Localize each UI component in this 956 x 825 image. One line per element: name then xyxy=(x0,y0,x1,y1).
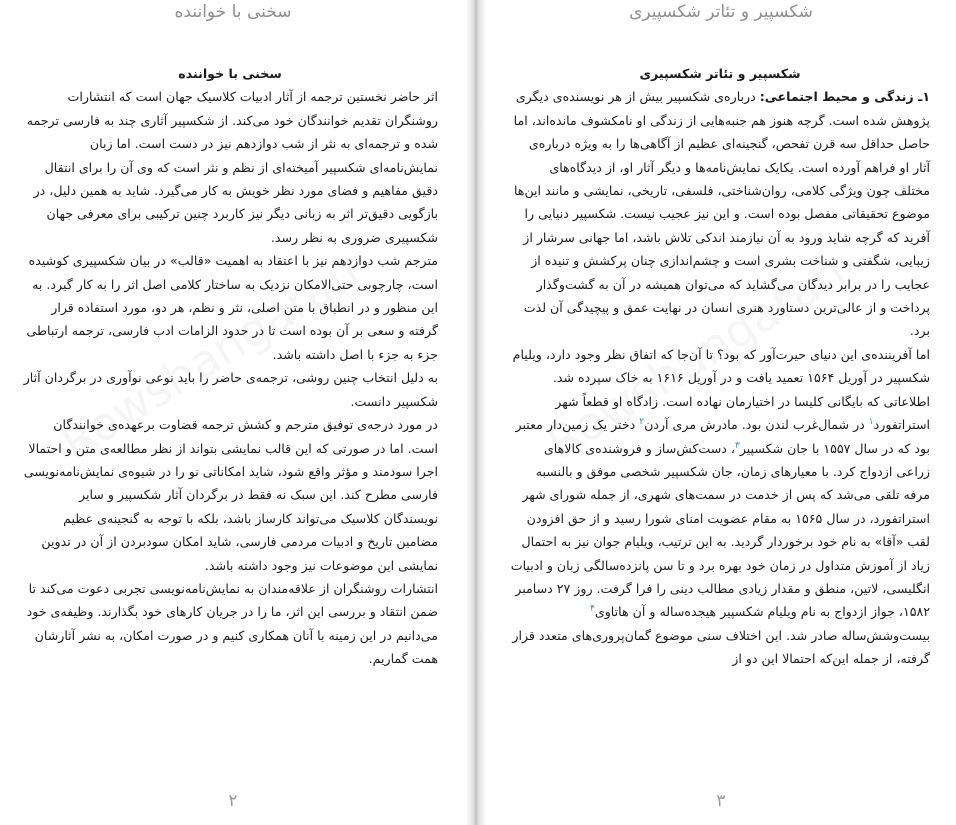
paragraph: مترجم شب دوازدهم نیز با اعتقاد به اهمیت «قالب» در بیان شکسپیری کوشیده است، چارچوبی حتی‌الامکان نزدیک به ساختار کلامی اصل اثر را به کار گیرد. به این منظور و در انطباق با متن اصلی، نثر و نظم، هر دو، مورد استفاده قرار گرفته و سعی بر آن بوده است تا در حدود الزامات ادب فارسی، ترجمه ارتباطی جزء به جزء با اصل داشته باشد. xyxy=(26,253,438,362)
paragraph-text: درباره‌ی شکسپیر بیش از هر نویسنده‌ی دیگری پژوهش شده است. گرچه هنوز هم جنبه‌هایی از زندگی او نامکشوف مانده‌اند، اما حاصل حداقل سه قرن تفحص، گنجینه‌ای عظیم از آگاهی‌ها را به ویژه درباره‌ی آثار او فراهم آورده است. یکایک نمایش‌نامه‌ها و دیگر آثار او، از دیدگاه‌های مختلف چون ویژگی کلامی، روان‌شناختی، فلسفی، تاریخی، نمایشی و مانند این‌ها موضوع تحقیقاتی مفصل بوده است. و این نیز عجیب نیست. شکسپیر دنیایی را آفرید که گرچه شاید ورود به آن نیازمند اندکی تلاش باشد، اما جهانی سرشار از زیبایی، شگفتی و شناخت بشری است و چشم‌اندازی چنان پرکشش و تنیده از عجایب را در برابر دیدگان می‌گشاید که می‌توان همیشه در آن به گشت‌وگذار پرداخت و از عالی‌ترین دستاورد هنری انسان در نهایت عمق و پیچیدگی آن لذت برد. xyxy=(513,89,930,339)
page-content xyxy=(22,62,438,671)
paragraph-text: دختر یک زمین‌دار معتبر بود که در سال ۱۵۵۷ با جان شکسپیر xyxy=(515,417,930,456)
running-header: شکسپیر و تئاتر شکسپیری xyxy=(629,2,813,22)
left-page xyxy=(0,0,466,825)
footnote-marker[interactable]: ۲ xyxy=(639,416,645,427)
book-gutter xyxy=(466,0,486,825)
paragraph-text: در شمال‌غرب لندن بود. مادرش مری آردن xyxy=(644,417,869,433)
page-content xyxy=(510,62,930,671)
paragraph: به دلیل انتخاب چنین روشی، ترجمه‌ی حاضر را باید نوعی نوآوری در برگردان آثار شکسپیر دانست. xyxy=(23,370,438,409)
paragraph-text: ، دست‌کش‌ساز و فروشنده‌ی کالاهای زراعی ازدواج کرد. با معیارهای زمان، جان شکسپیر شخصی موفق و بالنسبه مرفه تلقی می‌شد که پس از خدمت در سمت‌های شهری، از جمله شورای شهر استراتفورد، در سال ۱۵۶۵ به مقام عضویت امنای شورا رسید و از حق افزودن لقب «آقا» به نام خود برخوردار گردید. به این ترتیب، ویلیام جوان نیز به احتمال زیاد از آموزش متداول در زمان خود بهره برد و تا سن پانزده‌سالگی زبان و ادبیات انگلیسی، لاتین، منطق و مقدار زیادی مطالب دینی را فرا گرفت. روز ۲۷ دسامبر ۱۵۸۲، جواز ازدواج به نام ویلیام شکسپیر هیجده‌ساله و آن هاتاوی xyxy=(510,440,930,620)
paragraph: انتشارات روشنگران از علاقه‌مندان به نمایش‌نامه‌نویسی تجربی دعوت می‌کند تا ضمن انتقاد و بررسی این اثر، ما را در جریان کارهای خود بگذارند. وظیفه‌ی خود می‌دانیم در این زمینه با آنان همکاری کنیم و در صورت امکان، به نشر آثارشان همت گماریم. xyxy=(26,580,438,667)
right-page xyxy=(486,0,956,825)
running-header: سخنی با خواننده xyxy=(174,2,292,22)
paragraph: اثر حاضر نخستین ترجمه از آثار ادبیات کلاسیک جهان است که انتشارات روشنگران تقدیم خوانندگان خود می‌کند. از شکسپیر آثاری چند به فارسی ترجمه شده و ترجمه‌ای به نثر از شب دوازدهم نیز در دست است. اما زبان نمایش‌نامه‌ای شکسپیر آمیخته‌ای از نظم و نثر است که وی آن را برای انتقال دقیق مفاهیم و فضای مورد نظر خویش به کار می‌گیرد. شاید به همین دلیل، در بازگویی دقیق‌تر اثر به زبانی دیگر نیز کاربرد چنین ترکیبی برای معرفی جهان شکسپیری ضروری به نظر رسد. xyxy=(26,89,438,245)
section-title: سخنی با خواننده xyxy=(178,66,282,81)
section-lead: ۱ـ زندگی و محیط اجتماعی: xyxy=(759,89,930,105)
paragraph-text: اما آفریننده‌ی این دنیای حیرت‌آور که بود؟ تا آن‌جا که اتفاق نظر وجود دارد، ویلیام شکسپیر در آوریل ۱۵۶۴ تعمید یافت و در آوریل ۱۶۱۶ به خاک سپرده شد. اطلاعاتی که بایگانی کلیسا در اختیارمان نهاده است. زادگاه او قطعاً شهر استراتفورد xyxy=(512,346,930,433)
page-number: ۳ xyxy=(716,791,726,811)
paragraph-text: بیست‌وشش‌ساله صادر شد. این اختلاف سنی موضوع گمان‌پروری‌های متعدد قرار گرفته، از جمله این‌که احتمالا این دو از xyxy=(512,627,930,667)
section-title: شکسپیر و تئاتر شکسپیری xyxy=(639,66,801,81)
footnote-marker[interactable]: ۴ xyxy=(590,604,595,615)
footnote-marker[interactable]: ۱ xyxy=(868,416,874,427)
paragraph xyxy=(510,85,930,342)
footnote-marker[interactable]: ۳ xyxy=(734,440,740,451)
paragraph: در مورد درجه‌ی توفیق مترجم و کشش ترجمه قضاوت برعهده‌ی خوانندگان است. اما در صورتی که این قالب نمایشی بتواند از نظر مطالعه‌ی متن و احتمالا اجرا سودمند و مؤثر واقع شود، شاید امکاناتی نو را در شیوه‌ی نمایش‌نامه‌نویسی فارسی مطرح کند. این سبک نه فقط در برگردان آثار شکسپیر و سایر نویسندگان کلاسیک می‌تواند کارساز باشد، بلکه با توجه به گنجینه‌ی عظیم مضامین تاریخ و ادبیات مردمی فارسی، شاید امکان سودبردن از آن در تدوین نمایشی این موضوعات نیز وجود داشته باشد. xyxy=(23,417,438,573)
paragraph xyxy=(510,343,930,671)
page-number: ۲ xyxy=(228,791,238,811)
